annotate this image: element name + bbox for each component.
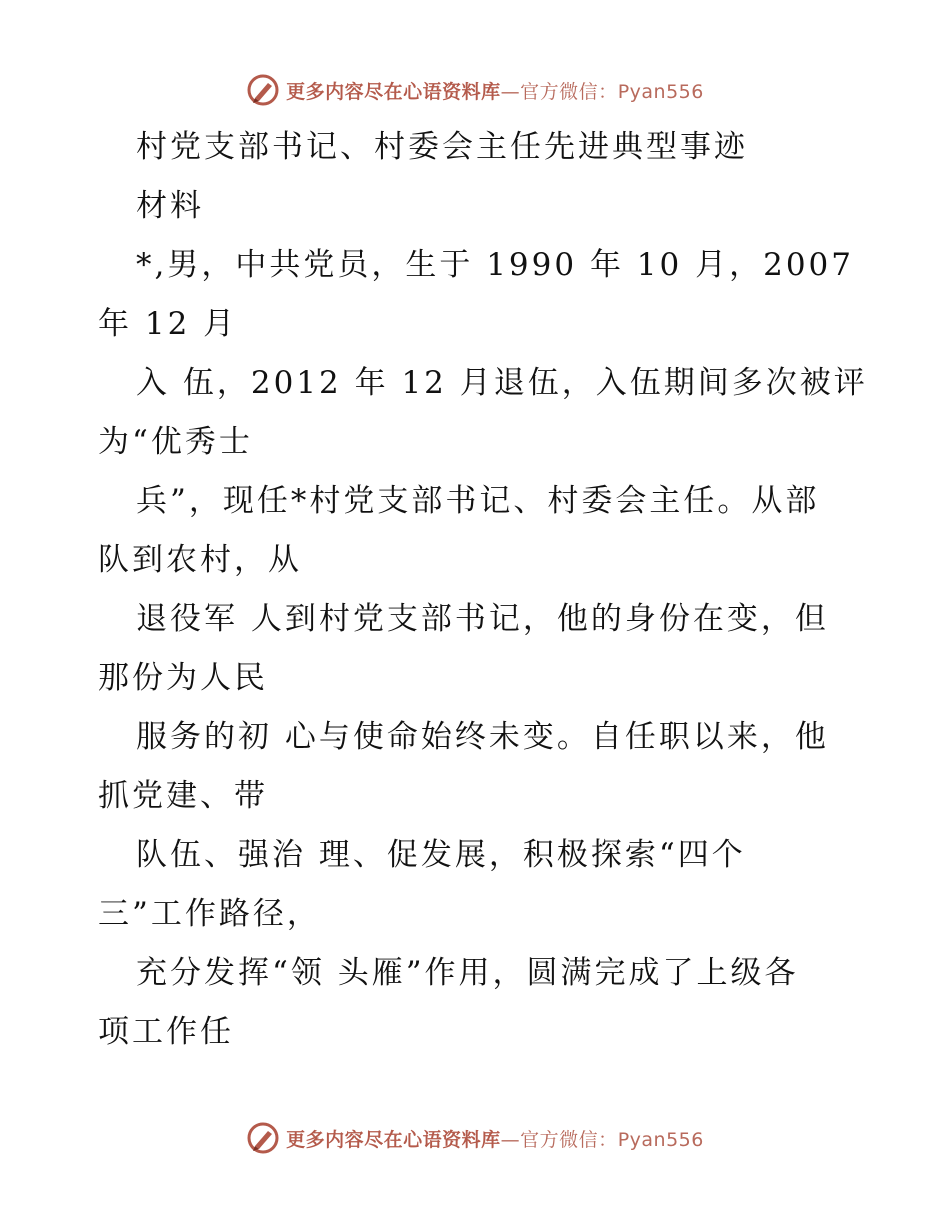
pen-logo-icon — [246, 73, 280, 107]
text-line: 兵”，现任*村党支部书记、村委会主任。从部 — [136, 483, 820, 519]
text-line: *,男，中共党员，生于 1990 年 10 月，2007 — [136, 247, 855, 283]
text-line: 抓党建、带 — [98, 778, 268, 814]
banner-wechat-label: 官方微信： — [520, 80, 618, 103]
text-line: 三”工作路径， — [98, 896, 321, 932]
banner-site-name: 更多内容尽在心语资料库 — [286, 1128, 501, 1151]
text-line: 那份为人民 — [98, 660, 268, 696]
banner-wechat-id: Pyan556 — [617, 1128, 704, 1151]
text-line: 队到农村，从 — [98, 542, 302, 578]
banner-wechat-label: 官方微信： — [520, 1128, 618, 1151]
footer-watermark-banner — [0, 1118, 950, 1158]
text-line: 退役军 人到村党支部书记，他的身份在变，但 — [136, 601, 829, 637]
header-watermark-banner — [0, 70, 950, 110]
text-line: 队伍、强治 理、促发展，积极探索“四个 — [136, 837, 746, 873]
banner-text — [286, 77, 704, 104]
text-line: 为“优秀士 — [98, 424, 253, 460]
document-body — [98, 118, 868, 1062]
banner-text — [286, 1125, 704, 1152]
banner-separator: — — [500, 1128, 521, 1151]
text-line: 项工作任 — [98, 1014, 234, 1050]
text-line: 充分发挥“领 头雁”作用，圆满完成了上级各 — [136, 955, 799, 991]
banner-wechat-id: Pyan556 — [617, 80, 704, 103]
text-line: 服务的初 心与使命始终未变。自任职以来，他 — [136, 719, 829, 755]
text-line: 材料 — [136, 188, 204, 224]
text-line: 村党支部书记、村委会主任先进典型事迹 — [136, 129, 748, 165]
text-line: 入 伍，2012 年 12 月退伍，入伍期间多次被评 — [136, 365, 868, 401]
banner-separator: — — [500, 80, 521, 103]
pen-logo-icon — [246, 1121, 280, 1155]
banner-site-name: 更多内容尽在心语资料库 — [286, 80, 501, 103]
text-line: 年 12 月 — [98, 306, 238, 342]
